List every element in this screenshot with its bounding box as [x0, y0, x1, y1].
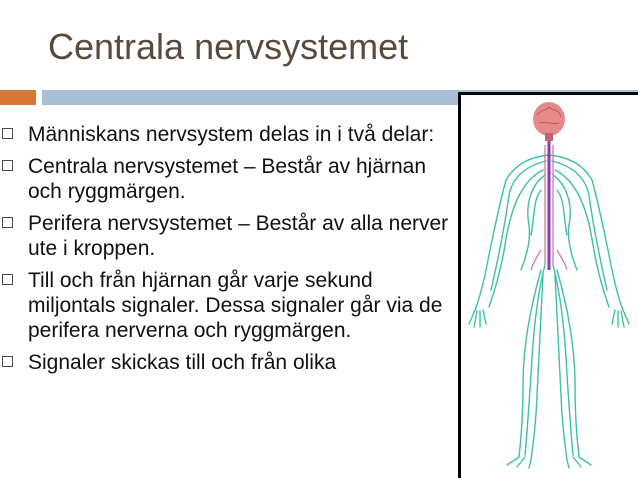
- nervous-system-figure: [458, 92, 638, 478]
- bullet-text: Centrala nervsystemet – Består av hjärnan och ryggmärgen.: [28, 155, 427, 203]
- bullet-text: Till och från hjärnan går varje sekund miljontals signaler. Dessa signaler går via de perifera nerverna och ryggmärgen.: [28, 269, 443, 342]
- bullet-item: [0, 268, 458, 343]
- square-bullet-icon: [2, 356, 13, 367]
- nervous-system-illustration: [461, 95, 638, 478]
- square-bullet-icon: [2, 274, 13, 285]
- bullet-item: [0, 350, 458, 375]
- square-bullet-icon: [2, 217, 13, 228]
- square-bullet-icon: [2, 128, 13, 139]
- bullet-text: Perifera nervsystemet – Består av alla nerver ute i kroppen.: [28, 212, 449, 260]
- bullet-item: [0, 211, 458, 261]
- bullet-text: Människans nervsystem delas in i två delar:: [28, 123, 435, 146]
- bullet-item: [0, 122, 458, 147]
- bullet-list: [0, 122, 458, 382]
- square-bullet-icon: [2, 160, 13, 171]
- slide-title: Centrala nervsystemet: [48, 26, 409, 67]
- bullet-text: Signaler skickas till och från olika: [28, 351, 337, 374]
- accent-bar-orange: [0, 90, 36, 105]
- bullet-item: [0, 154, 458, 204]
